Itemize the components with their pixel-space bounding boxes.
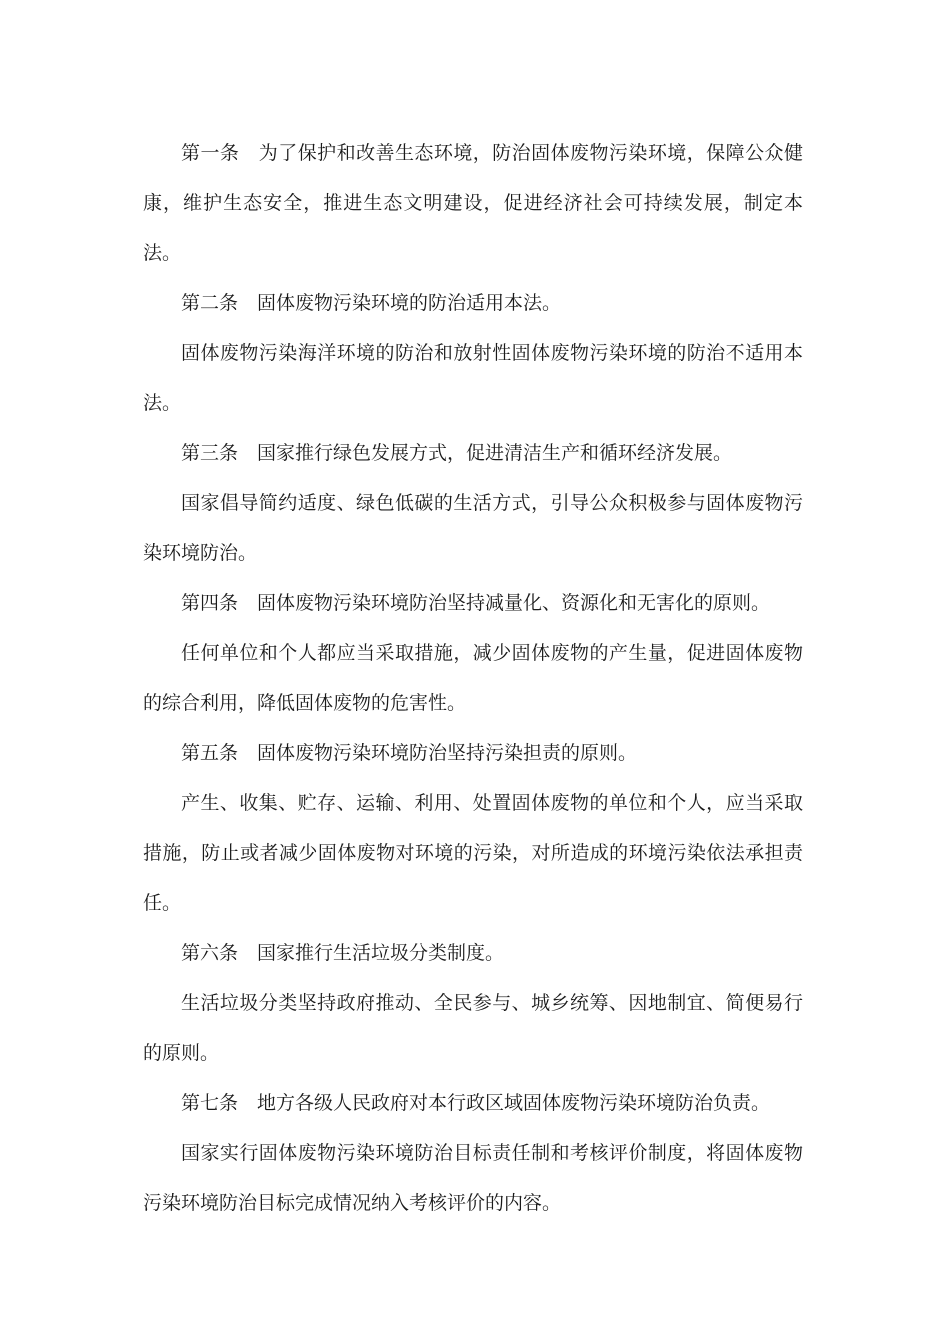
article-4-clause-paragraph (143, 628, 803, 728)
article-2-clause-paragraph (143, 328, 803, 428)
paragraph-text: 地方各级人民政府对本行政区域固体废物污染环境防治负责。 (257, 1092, 771, 1114)
article-5-clause-paragraph (143, 778, 803, 928)
paragraph-text: 任何单位和个人都应当采取措施，减少固体废物的产生量，促进固体废物的综合利用，降低固体废物的危害性。 (143, 642, 803, 714)
paragraph-text: 固体废物污染环境的防治适用本法。 (257, 292, 562, 314)
article-7-paragraph (143, 1078, 803, 1128)
article-number: 第二条 (181, 292, 239, 314)
article-number: 第五条 (181, 742, 239, 764)
article-number: 第四条 (181, 592, 239, 614)
article-7-clause-paragraph (143, 1128, 803, 1228)
paragraph-text: 为了保护和改善生态环境，防治固体废物污染环境，保障公众健康，维护生态安全，推进生态文明建设，促进经济社会可持续发展，制定本法。 (143, 142, 803, 264)
paragraph-text: 固体废物污染环境防治坚持污染担责的原则。 (257, 742, 638, 764)
paragraph-text: 产生、收集、贮存、运输、利用、处置固体废物的单位和个人，应当采取措施，防止或者减少固体废物对环境的污染，对所造成的环境污染依法承担责任。 (143, 792, 803, 914)
paragraph-text: 国家倡导简约适度、绿色低碳的生活方式，引导公众积极参与固体废物污染环境防治。 (143, 492, 803, 564)
article-number: 第六条 (181, 942, 239, 964)
article-3-clause-paragraph (143, 478, 803, 578)
article-6-clause-paragraph (143, 978, 803, 1078)
paragraph-text: 国家推行生活垃圾分类制度。 (257, 942, 505, 964)
article-2-paragraph (143, 278, 803, 328)
document-body (143, 128, 803, 1228)
paragraph-text: 国家实行固体废物污染环境防治目标责任制和考核评价制度，将固体废物污染环境防治目标完成情况纳入考核评价的内容。 (143, 1142, 803, 1214)
paragraph-text: 固体废物污染海洋环境的防治和放射性固体废物污染环境的防治不适用本法。 (143, 342, 803, 414)
article-number: 第一条 (181, 142, 240, 164)
article-5-paragraph (143, 728, 803, 778)
article-1-paragraph (143, 128, 803, 278)
paragraph-text: 国家推行绿色发展方式，促进清洁生产和循环经济发展。 (257, 442, 733, 464)
paragraph-text: 生活垃圾分类坚持政府推动、全民参与、城乡统筹、因地制宜、简便易行的原则。 (143, 992, 803, 1064)
article-6-paragraph (143, 928, 803, 978)
article-number: 第七条 (181, 1092, 239, 1114)
paragraph-text: 固体废物污染环境防治坚持减量化、资源化和无害化的原则。 (257, 592, 771, 614)
article-number: 第三条 (181, 442, 239, 464)
article-3-paragraph (143, 428, 803, 478)
article-4-paragraph (143, 578, 803, 628)
